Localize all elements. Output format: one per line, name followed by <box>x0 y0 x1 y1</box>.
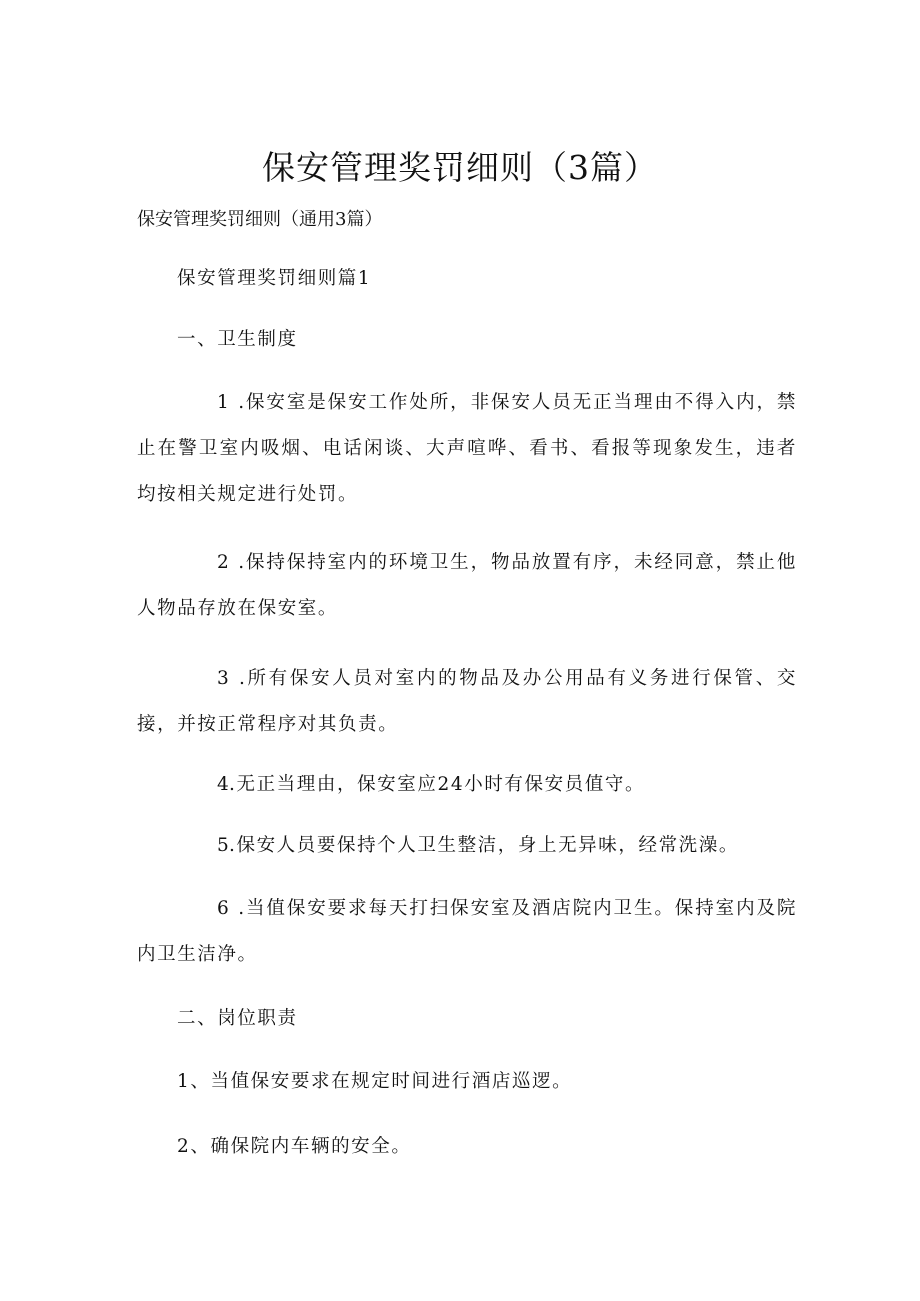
rule-item <box>137 380 797 518</box>
rule-text: .所有保安人员对室内的物品及办公用品有义务进行保管、交接，并按正常程序对其负责。 <box>137 668 797 735</box>
rule-number: 6 <box>217 898 231 919</box>
rule-text: .保安人员要保持个人卫生整洁，身上无异味，经常洗澡。 <box>229 835 739 856</box>
section-heading-hygiene: 一、卫生制度 <box>177 329 298 350</box>
rule-text: .无正当理由，保安室应24小时有保安员值守。 <box>229 774 646 795</box>
rule-item <box>137 886 797 978</box>
rule-item <box>137 656 797 748</box>
rule-number: 1 <box>217 392 231 413</box>
rule-item <box>137 762 797 808</box>
rule-number: 5 <box>217 835 231 856</box>
part-heading: 保安管理奖罚细则篇1 <box>177 268 372 289</box>
rule-number: 2 <box>217 552 231 573</box>
rule-item <box>137 540 797 632</box>
duty-item: 1、当值保安要求在规定时间进行酒店巡逻。 <box>177 1071 573 1092</box>
rule-text: .当值保安要求每天打扫保安室及酒店院内卫生。保持室内及院内卫生洁净。 <box>137 898 798 965</box>
document-subtitle: 保安管理奖罚细则（通用3篇） <box>137 209 383 230</box>
rule-text: .保安室是保安工作处所，非保安人员无正当理由不得入内，禁止在警卫室内吸烟、电话闲谈、大声喧哗、看书、看报等现象发生，违者均按相关规定进行处罚。 <box>137 392 798 505</box>
document-title: 保安管理奖罚细则（3篇） <box>262 148 658 187</box>
rule-number: 3 <box>217 668 231 689</box>
section-heading-duties: 二、岗位职责 <box>177 1008 298 1029</box>
rule-text: .保持保持室内的环境卫生，物品放置有序，未经同意，禁止他人物品存放在保安室。 <box>137 552 798 619</box>
rule-number: 4 <box>217 774 231 795</box>
rule-item <box>137 823 797 869</box>
duty-item: 2、确保院内车辆的安全。 <box>177 1136 412 1157</box>
